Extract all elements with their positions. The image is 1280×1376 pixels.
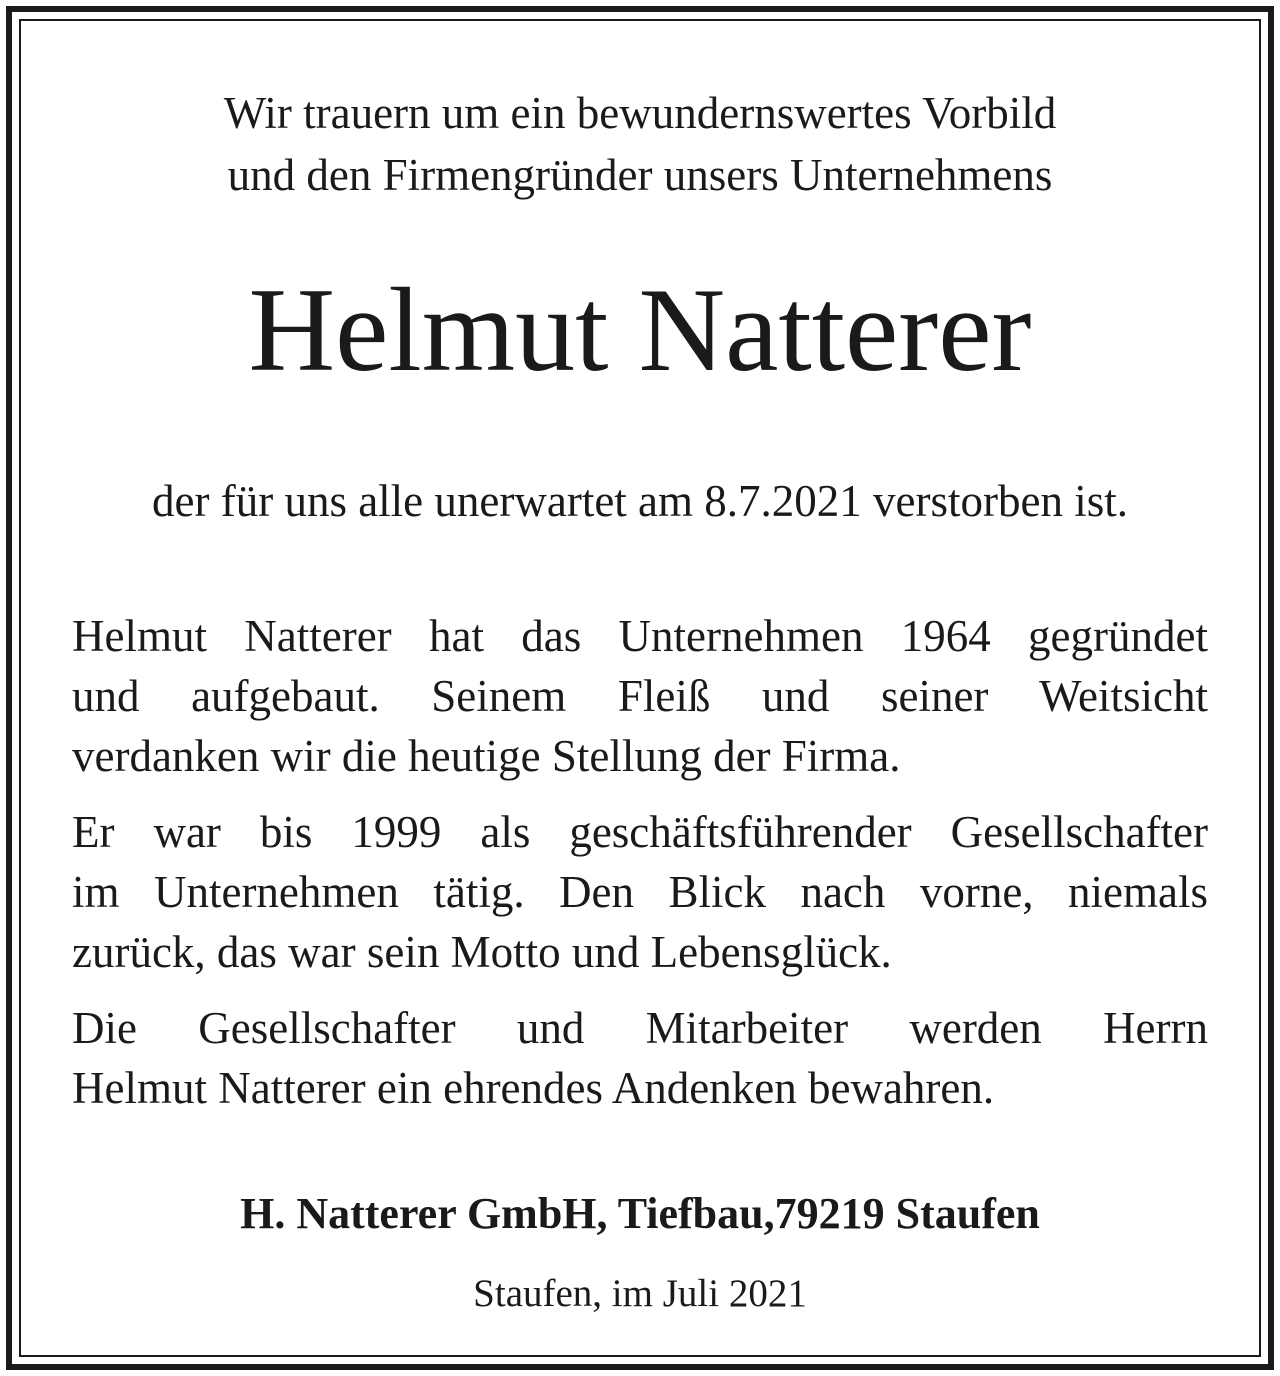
paragraph-line: zurück, das war sein Motto und Lebensglück. xyxy=(72,927,892,977)
paragraph-founding xyxy=(72,606,1208,786)
paragraph-line: und aufgebaut. Seinem Fleiß und seiner Weitsicht xyxy=(72,671,1208,721)
deceased-name: Helmut Natterer xyxy=(248,263,1032,396)
paragraph-line: Die Gesellschafter und Mitarbeiter werden Herrn xyxy=(72,1003,1208,1053)
company-signature: H. Natterer GmbH, Tiefbau,79219 Staufen xyxy=(240,1189,1040,1238)
intro-line-1: Wir trauern um ein bewundernswertes Vorbild xyxy=(223,88,1057,138)
paragraph-remembrance xyxy=(72,998,1208,1118)
paragraph-line: im Unternehmen tätig. Den Blick nach vorne, niemals xyxy=(72,867,1208,917)
paragraph-line: Er war bis 1999 als geschäftsführender Gesellschafter xyxy=(72,807,1208,857)
paragraph-line: Helmut Natterer ein ehrendes Andenken bewahren. xyxy=(72,1063,995,1113)
paragraph-line: Helmut Natterer hat das Unternehmen 1964 gegründet xyxy=(72,611,1208,661)
place-and-date: Staufen, im Juli 2021 xyxy=(473,1272,807,1315)
paragraph-career xyxy=(72,802,1208,982)
intro-line-2: und den Firmengründer unsers Unternehmens xyxy=(227,150,1053,200)
paragraph-line: verdanken wir die heutige Stellung der Firma. xyxy=(72,731,901,781)
intro-text xyxy=(72,82,1208,206)
death-notice-line: der für uns alle unerwartet am 8.7.2021 verstorben ist. xyxy=(152,476,1128,526)
